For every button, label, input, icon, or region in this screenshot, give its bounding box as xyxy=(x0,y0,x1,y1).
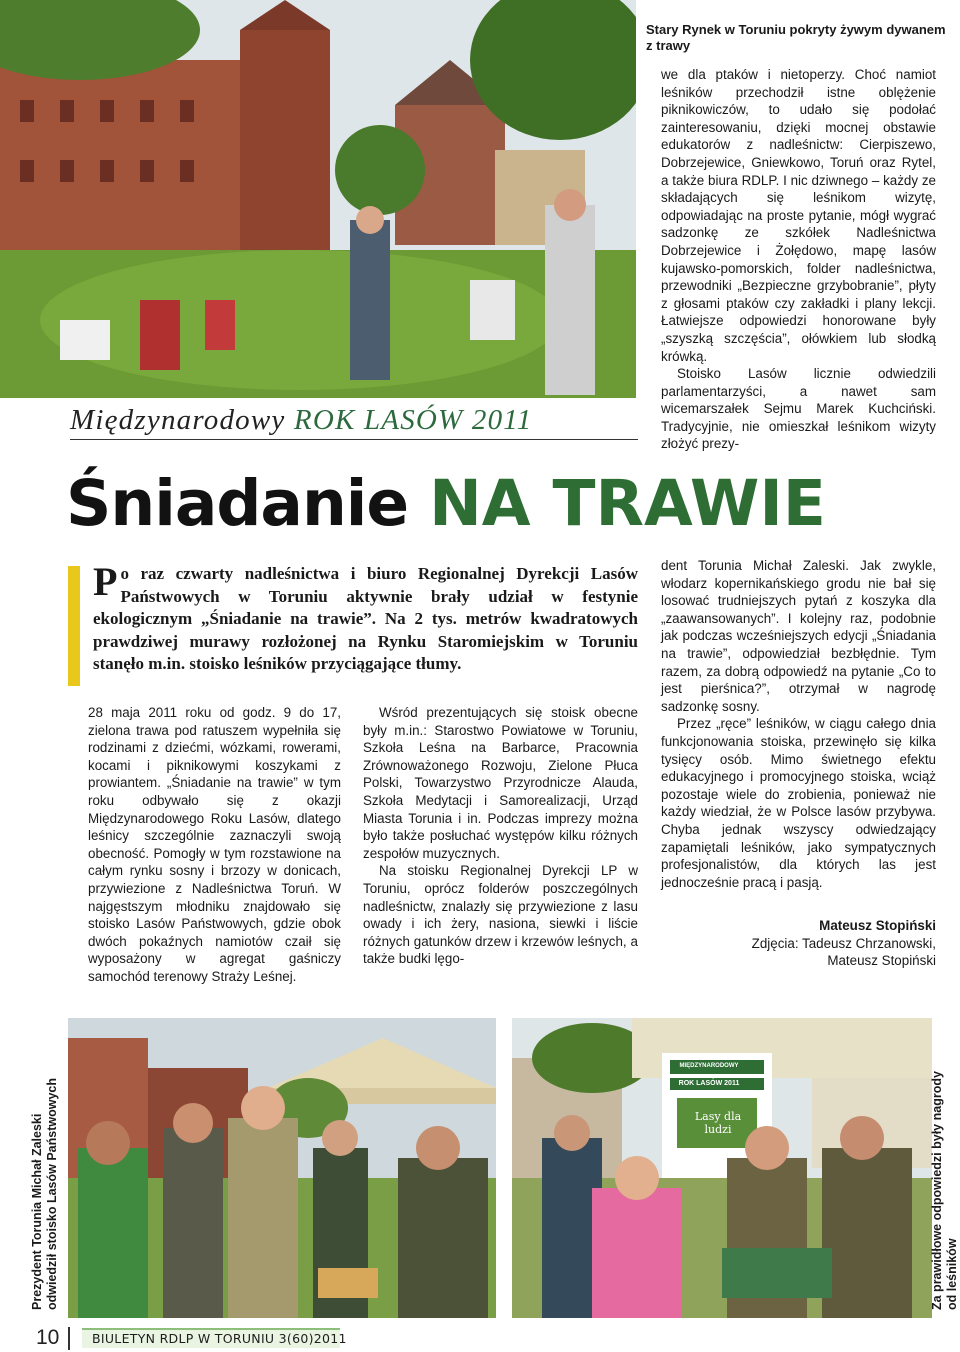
paragraph: Stoisko Lasów licznie odwiedzili parlamentarzyści, a nawet sam wicemarszałek Sejmu Marek Kuchciński. Tradycyjnie, nie omieszkał leśnikom wizyty złożyć prezy- xyxy=(661,366,936,452)
stand-sign: Lasy dla ludzi xyxy=(694,1110,742,1136)
paragraph: dent Torunia Michał Zaleski. Jak zwykle, włodarz kopernikańskiego grodu nie bał się losować trudniejszych pytań z koszyka dla „zaawansowanych”. I kolejny raz, podobnie jak podczas wcześniejszych edycji „Śniadania na trawie”, odpowiedział bezbłędnie. Tym razem, za dobrą odpowiedź na pytanie „Co to jest pierśnica?”, otrzymał w nagrodę sadzonkę sosny. xyxy=(661,558,936,714)
page-number: 10 xyxy=(36,1326,60,1349)
paragraph: Przez „ręce” leśników, w ciągu całego dnia funkcjonowania stoiska, przewinęło się kilka tysięcy osób. Mimo świetnego efektu edukacyjnego i promocyjnego stoiska, wciąż pozostaje wiele do zrobienia, ponieważ nie każdy wiedział, że w Polsce lasów przybywa. Chyba jednak wszyscy odwiedzający zapamiętali leśników, jako sympatycznych profesjonalistów, dla których las jest jednocześnie pracą i pasją. xyxy=(661,716,936,890)
lead-accent-bar xyxy=(68,566,80,686)
caption-line1: Prezydent Torunia Michał Zaleski xyxy=(30,1113,44,1310)
caption-line1: Za prawidłowe odpowiedzi były nagrody xyxy=(930,1071,944,1310)
photo-credit-line2: Mateusz Stopiński xyxy=(827,953,936,969)
author-name: Mateusz Stopiński xyxy=(819,918,936,934)
paragraph: Na stoisku Regionalnej Dyrekcji LP w Toruniu, oprócz folderów poszczególnych nadleśnictw, znalazły się przywiezione z lasu owady i ich żery, nasiona, siewki i liście różnych gatunków drzew i krzewów leśnych, a także budki lęgo- xyxy=(363,863,638,967)
article-credit xyxy=(661,917,936,970)
hero-photo-caption: Stary Rynek w Toruniu pokryty żywym dywanem z trawy xyxy=(646,22,946,53)
headline-part2: NA TRAWIE xyxy=(429,467,826,540)
stand-banner-line1: MIĘDZYNARODOWY xyxy=(679,1063,739,1069)
headline-part1: Śniadanie xyxy=(66,467,430,540)
photo-right-caption xyxy=(930,1071,960,1310)
paragraph: Wśród prezentujących się stoisk obecne były m.in.: Starostwo Powiatowe w Toruniu, Szkoła Leśna na Barbarce, Pracownia Zrównoważonego Rozwoju, Zielone Płuca Polski, Towarzystwo Przyrodnicze Alauda, Szkoła Medytacji i Samorealizacji, Urząd Miasta Torunia i in. Podczas imprezy można było także posłuchać występów kilku różnych zespołów muzycznych. xyxy=(363,705,638,861)
hero-photo-market-square xyxy=(0,0,636,398)
publication-name: BIULETYN RDLP W TORUNIU 3(60)2011 xyxy=(92,1331,347,1346)
article-column-1 xyxy=(88,704,341,986)
section-title xyxy=(70,404,638,440)
paragraph: we dla ptaków i nietoperzy. Choć namiot leśników przechodził istne oblężenie piknikowiczów, to udało się podołać zainteresowaniu, dzięki mocnej obstawie edukatorów z nadleśnictw: Cierpiszewo, Dobrzejewice, Gniewkowo, Toruń oraz Rytel, a także biura RDLP. I nic dziwnego – każdy ze składających się leśnikom wizytę, odpowiadając na proste pytanie, mógł wygrać sadzonkę ze szkółek Nadleśnictwa Dobrzejewice i Żołędowo, mapę lasów kujawsko-pomorskich, folder nadleśnictwa, przewodniki „Bezpieczne grzybobranie”, płyty z głosami ptaków czy zakładki i plany lekcji. Łatwiejsze odpowiedzi honorowane były „szyszką szczęścia”, ołówkiem lub słodką krówką. xyxy=(661,67,936,364)
section-title-part2: ROK LASÓW 2011 xyxy=(293,404,533,436)
section-title-part1: Międzynarodowy xyxy=(70,404,294,436)
footer-divider xyxy=(68,1327,70,1350)
caption-line2: od leśników xyxy=(945,1238,959,1310)
caption-line2: odwiedził stoisko Lasów Państwowych xyxy=(45,1078,59,1310)
stand-banner-line2: ROK LASÓW 2011 xyxy=(678,1080,740,1087)
paragraph: 28 maja 2011 roku od godz. 9 do 17, zielona trawa pod ratuszem wypełniła się rodzinami z dziećmi, wózkami, rowerami, kocami i piknikowymi koszykami z prowiantem. „Śniadanie na trawie” w tym roku odbywało się z okazji Międzynarodowego Roku Lasów, dlatego leśnicy szczególnie zaznaczyli swoją obecność. Pomogły w tym rozstawione na całym rynku sosny i brzozy w donicach, przywiezione z Nadleśnictwa Toruń. W najgęstszym młodniku znajdowało się stoisko Lasów Państwowych, gdzie obok dwóch pokaźnych namiotów czaił się wyposażony w agregat gaśniczy samochód terenowy Straży Leśnej. xyxy=(88,705,341,984)
article-lead xyxy=(93,559,638,676)
lead-dropcap: P xyxy=(93,559,118,604)
photo-credit-line1: Zdjęcia: Tadeusz Chrzanowski, xyxy=(751,935,936,951)
photo-left-caption xyxy=(30,1078,60,1310)
article-column-top-right xyxy=(661,66,936,453)
photo-prizes-stand xyxy=(512,1018,932,1318)
article-column-2 xyxy=(363,704,638,968)
photo-mayor-visit xyxy=(68,1018,496,1318)
article-column-3 xyxy=(661,557,936,970)
lead-text: o raz czwarty nadleśnictwa i biuro Regionalnej Dyrekcji Lasów Państwowych w Toruniu aktywnie brały udział w festynie ekologicznym „Śniadanie na trawie”. Na 2 tys. metrów kwadratowych prawdziwej murawy rozłożonej na Rynku Staromiejskim w Toruniu stanęło m.in. stoisko leśników przyciągające tłumy. xyxy=(93,564,638,674)
article-headline xyxy=(66,464,926,544)
